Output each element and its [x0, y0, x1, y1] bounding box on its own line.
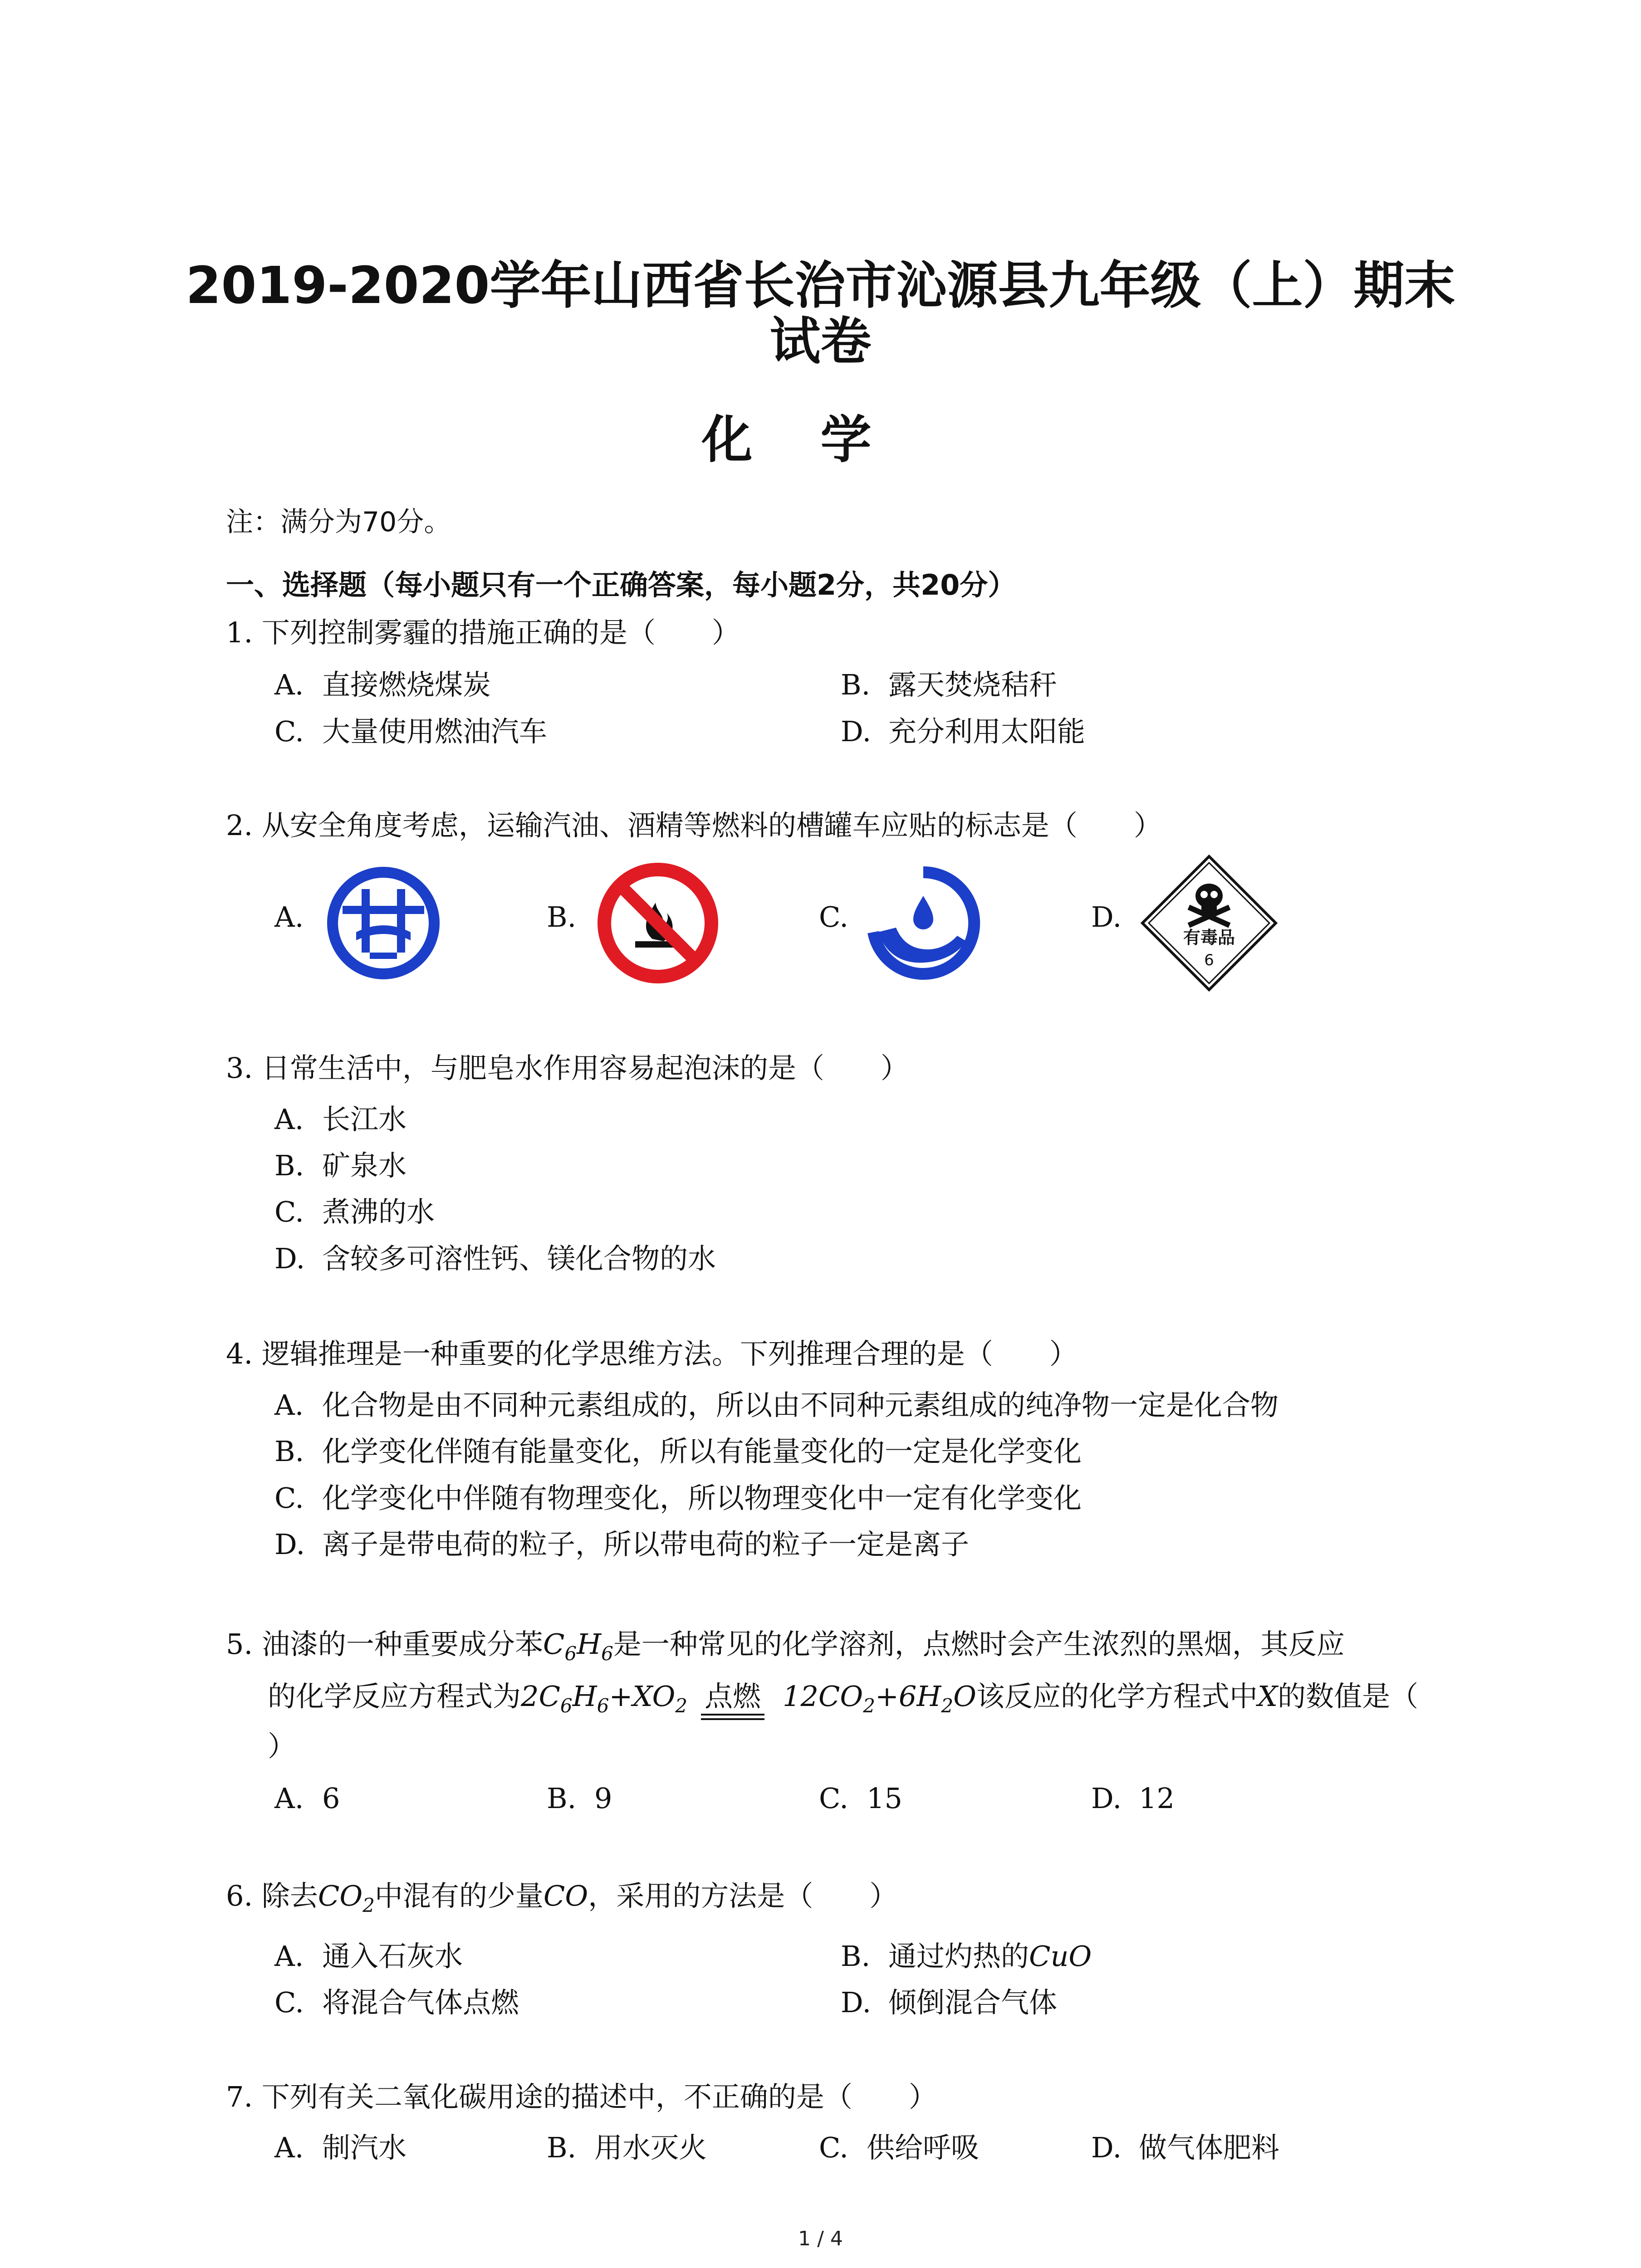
section-heading: 一、选择题（每小题只有一个正确答案，每小题2分，共20分）	[226, 568, 1016, 601]
equation-products: $12CO_2+6H_2O$	[783, 1680, 976, 1717]
question-3-stem: 3. 日常生活中，与肥皂水作用容易起泡沫的是（ ）	[226, 1051, 909, 1085]
q6-option-b: B. 通过灼热的CuO	[841, 1940, 1092, 1973]
q5-option-d: D. 12	[1091, 1782, 1175, 1815]
question-6-stem: 6. 除去$CO_2$中混有的少量CO，采用的方法是（ ）	[226, 1879, 898, 1916]
toxic-sign-label: 有毒品	[1183, 928, 1235, 948]
q2-option-b: B.	[547, 900, 577, 934]
q3-option-d: D. 含较多可溶性钙、镁化合物的水	[274, 1242, 716, 1275]
q1-option-c: C. 大量使用燃油汽车	[274, 715, 548, 748]
exam-title-line2: 试卷	[769, 312, 872, 371]
q5-option-a: A. 6	[274, 1782, 340, 1815]
toxic-sign-class: 6	[1204, 951, 1214, 969]
question-7-stem: 7. 下列有关二氧化碳用途的描述中，不正确的是（ ）	[226, 2080, 937, 2113]
q1-option-b: B. 露天焚烧秸秆	[841, 668, 1058, 701]
water-saving-sign-icon	[324, 864, 442, 982]
q7-option-c: C. 供给呼吸	[819, 2131, 980, 2164]
q5-option-c: C. 15	[819, 1782, 902, 1815]
toxic-sign-icon	[1139, 853, 1279, 993]
q3-option-a: A. 长江水	[274, 1103, 407, 1136]
question-2-stem: 2. 从安全角度考虑，运输汽油、酒精等燃料的槽罐车应贴的标志是（ ）	[226, 809, 1162, 842]
question-1-stem: 1. 下列控制雾霾的措施正确的是（ ）	[226, 616, 740, 649]
q4-option-d: D. 离子是带电荷的粒子，所以带电荷的粒子一定是离子	[274, 1528, 970, 1561]
q2-option-d: D.	[1091, 900, 1122, 934]
q3-option-c: C. 煮沸的水	[274, 1195, 435, 1228]
q6-option-c: C. 将混合气体点燃	[274, 1986, 519, 2019]
q5-option-b: B. 9	[547, 1782, 612, 1815]
q4-option-a: A. 化合物是由不同种元素组成的，所以由不同种元素组成的纯净物一定是化合物	[274, 1388, 1279, 1422]
q7-option-a: A. 制汽水	[274, 2131, 407, 2164]
equation-reactants: $2C_6H_6+XO_2$	[521, 1680, 688, 1717]
water-drop-hand-sign-icon	[864, 864, 982, 982]
q7-option-d: D. 做气体肥料	[1091, 2131, 1280, 2164]
exam-title-line1: 2019-2020学年山西省长治市沁源县九年级（上）期末	[186, 256, 1455, 315]
q6-option-a: A. 通入石灰水	[274, 1940, 463, 1973]
q6-option-d: D. 倾倒混合气体	[841, 1986, 1058, 2019]
reaction-condition: 点燃	[701, 1678, 764, 1715]
no-fire-sign-icon	[594, 860, 721, 987]
question-5-stem-line1: 5. 油漆的一种重要成分苯$C_6H_6$是一种常见的化学溶剂，点燃时会产生浓烈的黑烟，其反应	[226, 1628, 1345, 1665]
q1-option-d: D. 充分利用太阳能	[841, 715, 1086, 748]
q4-option-b: B. 化学变化伴随有能量变化，所以有能量变化的一定是化学变化	[274, 1435, 1082, 1468]
q7-option-b: B. 用水灭火	[547, 2131, 707, 2164]
q2-option-a: A.	[274, 900, 304, 934]
q3-option-b: B. 矿泉水	[274, 1149, 407, 1182]
question-5-stem-line3: ）	[268, 1730, 296, 1763]
subject-heading: 化学	[701, 411, 940, 469]
q2-option-c: C.	[819, 900, 848, 934]
benzene-formula: $C_6H_6$	[543, 1628, 613, 1665]
q4-option-c: C. 化学变化中伴随有物理变化，所以物理变化中一定有化学变化	[274, 1481, 1082, 1515]
question-5-stem-line2: 的化学反应方程式为$2C_6H_6+XO_2$ 点燃 $12CO_2+6H_2O$该反应的化学方程式中X的数值是（	[268, 1678, 1418, 1724]
score-note: 注：满分为70分。	[226, 506, 451, 538]
page-number: 1 / 4	[798, 2227, 843, 2250]
question-4-stem: 4. 逻辑推理是一种重要的化学思维方法。下列推理合理的是（ ）	[226, 1337, 1078, 1370]
q1-option-a: A. 直接燃烧煤炭	[274, 668, 491, 701]
